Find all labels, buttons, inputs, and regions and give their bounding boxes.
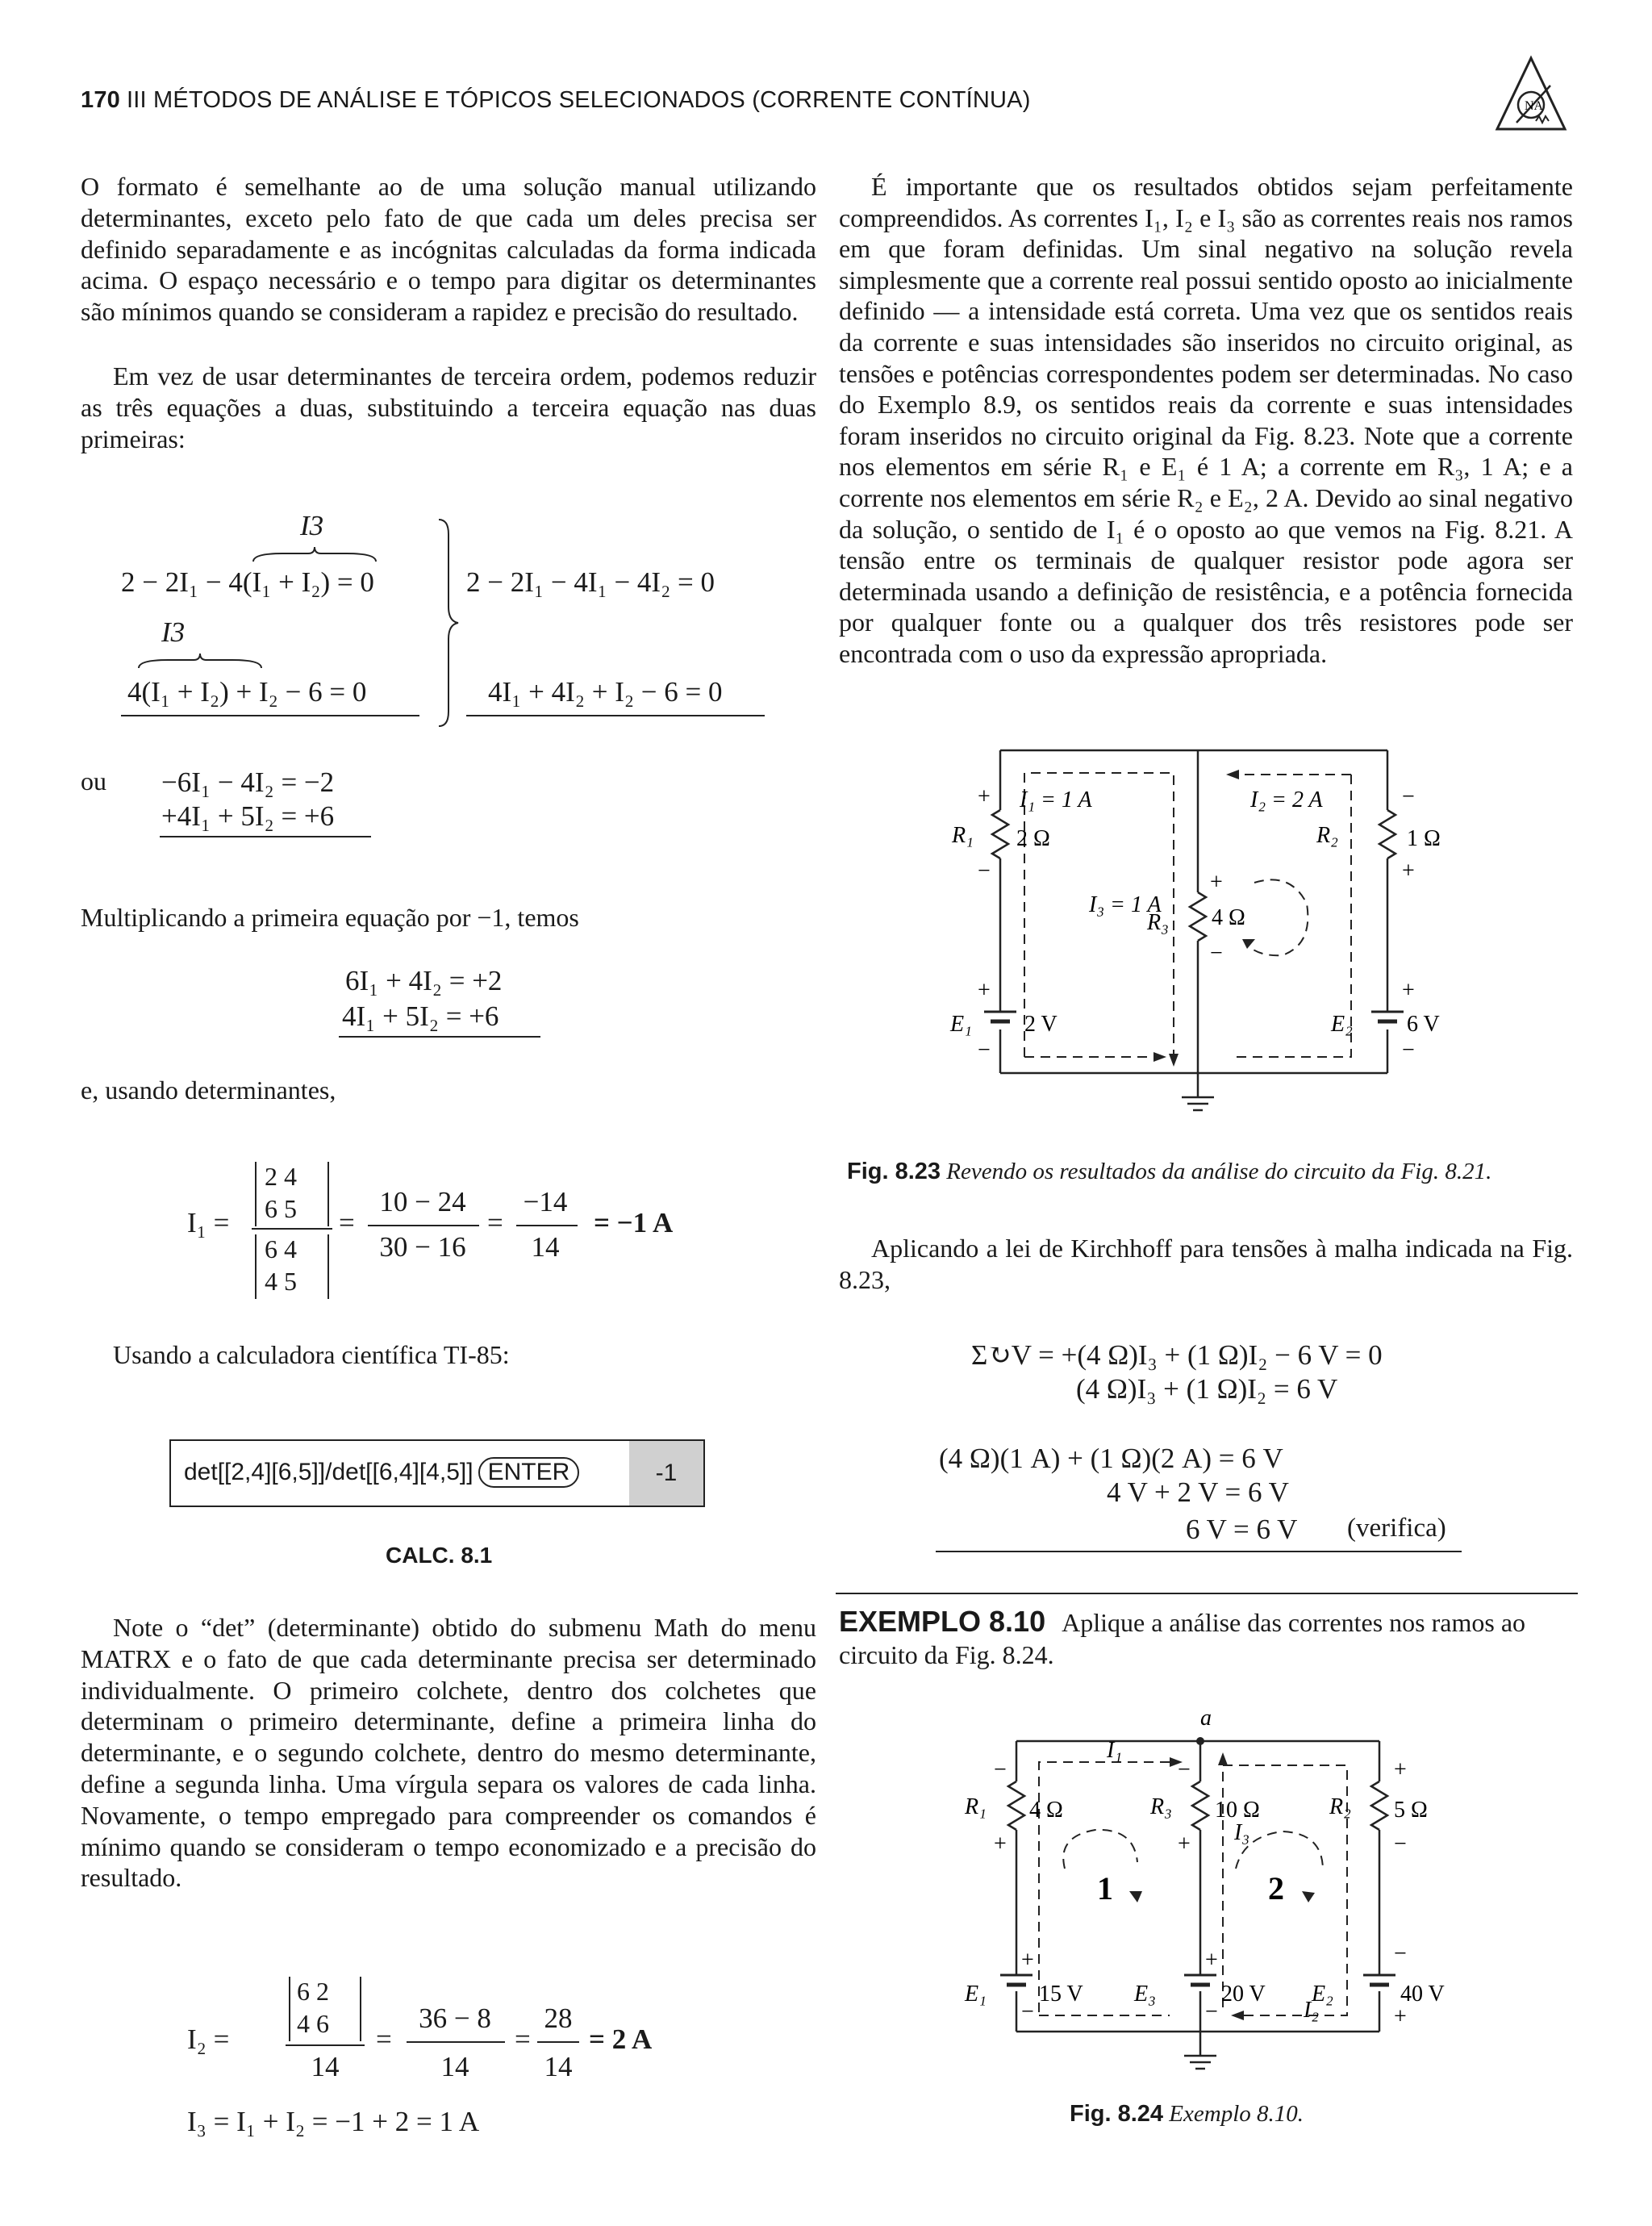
- i3-equation: I₃ = I₁ + I₂ = −1 + 2 = 1 A: [187, 2106, 480, 2137]
- mult-text: Multiplicando a primeira equação por −1, temos: [81, 903, 579, 932]
- svg-text:−: −: [1205, 1999, 1218, 2024]
- svg-text:+: +: [1394, 2004, 1407, 2029]
- svg-text:+: +: [994, 1831, 1007, 1856]
- fig823-caption: [847, 1159, 1491, 1185]
- brace-label-i3-top: I3: [300, 510, 324, 541]
- left-paragraph-2: Em vez de usar determinantes de terceira ordem, podemos reduzir as três equações a duas, substituindo a terceira equação nas duas primeiras:: [81, 361, 816, 453]
- i1-result: = −1 A: [594, 1207, 674, 1238]
- fig824-e1-label: E₁: [965, 1982, 987, 2007]
- na-logo-icon: [1492, 52, 1570, 140]
- fig823-caption-number: Fig. 8.23: [847, 1159, 941, 1184]
- fig824-r3-value: 10 Ω: [1215, 1798, 1260, 1823]
- fig823-r3-value: 4 Ω: [1212, 905, 1245, 930]
- right-brace: [436, 518, 460, 728]
- i2-num-row2: 4 6: [297, 2009, 329, 2038]
- svg-text:−: −: [1178, 1757, 1191, 1782]
- fig824-e1-value: 15 V: [1039, 1982, 1083, 2007]
- fig824-loop-1: 1: [1097, 1870, 1113, 1907]
- kvl-eq3: (4 Ω)(1 A) + (1 Ω)(2 A) = 6 V: [939, 1443, 1283, 1474]
- svg-text:−: −: [1402, 784, 1415, 809]
- fig824-r2-label: R₂: [1329, 1794, 1351, 1819]
- svg-text:+: +: [1021, 1948, 1034, 1973]
- det-intro: e, usando determinantes,: [81, 1075, 336, 1105]
- svg-text:+: +: [1210, 870, 1223, 895]
- enter-key: ENTER: [478, 1457, 580, 1488]
- running-header: [81, 87, 1031, 114]
- fig823-e1-label: E₁: [950, 1012, 972, 1037]
- fig823-r3-label: R₃: [1147, 910, 1169, 935]
- fig824-loop-2: 2: [1268, 1870, 1284, 1907]
- fig823-r1-value: 2 Ω: [1016, 826, 1050, 851]
- fig824-i1-label: I₁: [1107, 1738, 1123, 1763]
- fig824-caption-number: Fig. 8.24: [1070, 2101, 1164, 2127]
- svg-text:−: −: [1021, 1999, 1034, 2024]
- svg-text:−: −: [978, 1038, 991, 1063]
- calc-intro: Usando a calculadora científica TI-85:: [113, 1340, 510, 1369]
- system-eq1-right: 2 − 2I₁ − 4I₁ − 4I₂ = 0: [466, 566, 715, 598]
- calc-label: CALC. 8.1: [386, 1543, 493, 1568]
- page-number: 170: [81, 87, 120, 113]
- brace-label-i3-bottom: I3: [161, 616, 186, 648]
- i1-label: I₁ =: [187, 1207, 230, 1238]
- right-paragraph-1: É importante que os resultados obtidos sejam perfeitamente compreendidos. As correntes I₁, I₂ e I₃ são as correntes reais nos ramos em que foram definidas. Um sinal negativo na solução revela simplesmente que a corrente real possui sentido oposto ao inicialmente definido — a intensidade está correta. Uma vez que os sentidos reais da corrente e suas intensidades são inseridos no circuito original, as tensões e potências correspondentes podem ser determinadas. No caso do Exemplo 8.9, os sentidos reais da corrente e suas intensidades foram inseridos no circuito original da Fig. 8.23. Note que a corrente nos elementos em série R₁ e E₁ é 1 A; a corrente em R₃, 1 A; e a corrente nos elementos em série R₂ e E₂, 2 A. Devido ao sinal negativo da solução, o sentido de I₁ é o oposto ao que vemos na Fig. 8.21. A tensão entre os terminais de qualquer resistor pode agora ser determinada usando a definição de resistência, e a potência fornecida por qualquer fonte ou a qualquer dos três resistores pode ser encontrada com o uso da expressão apropriada.: [839, 172, 1573, 668]
- svg-text:+: +: [1394, 1757, 1407, 1782]
- figure-8-23-circuit: [936, 742, 1468, 1121]
- fig824-e2-label: E₂: [1312, 1982, 1333, 2007]
- fig823-i1-label: I₁ = 1 A: [1020, 787, 1092, 812]
- fig823-i2-label: I₂ = 2 A: [1250, 787, 1323, 812]
- svg-text:+: +: [1178, 1831, 1191, 1856]
- i2-label: I₂ =: [187, 2023, 230, 2055]
- svg-text:+: +: [1402, 978, 1415, 1003]
- overbrace-top: [250, 545, 379, 563]
- fig823-i3-label: I₃ = 1 A: [1089, 892, 1162, 917]
- kvl-eq2: (4 Ω)I₃ + (1 Ω)I₂ = 6 V: [1076, 1373, 1338, 1405]
- left-paragraph-1: O formato é semelhante ao de uma solução manual utilizando determinantes, exceto pelo fato de que cada um deles precisa ser definido separadamente e as incógnitas calculadas da forma indicada acima. O espaço necessário e o tempo para digitar os determinantes são mínimos quando se consideram a rapidez e precisão do resultado.: [81, 172, 816, 327]
- i2-result: = 2 A: [589, 2023, 653, 2055]
- left-paragraph-3: Note o “det” (determinante) obtido do submenu Math do menu MATRX e o fato de que cada determinante precisa ser determinado individualmente. O primeiro colchete, dentro dos colchetes que determinam o primeiro determinante, define a primeira linha do determinante, e o segundo colchete, dentro do mesmo determinante, define a segunda linha. Uma vírgula separa os valores de cada linha. Novamente, o tempo empregado para compreender os comandos é mínimo quando se consideram o tempo economizado e a precisão do resultado.: [81, 1613, 816, 1893]
- i2-frac2-den: 14: [440, 2051, 469, 2082]
- overbrace-bottom: [136, 652, 265, 670]
- fig824-r3-label: R₃: [1150, 1794, 1172, 1819]
- fig824-e3-value: 20 V: [1221, 1982, 1266, 2007]
- i2-frac3-den: 14: [544, 2051, 573, 2082]
- fig823-r2-value: 1 Ω: [1407, 826, 1441, 851]
- fig823-r2-label: R₂: [1316, 823, 1338, 848]
- system-eq1-left: 2 − 2I₁ − 4(I₁ + I₂) = 0: [121, 566, 374, 598]
- svg-text:−: −: [1394, 1831, 1407, 1856]
- i1-frac3-num: −14: [523, 1186, 568, 1217]
- calc-command: det[[2,4][6,5]]/det[[6,4][4,5]]: [184, 1459, 473, 1485]
- calc-result: -1: [629, 1441, 703, 1506]
- fig823-caption-text: Revendo os resultados da análise do circuito da Fig. 8.21.: [946, 1159, 1492, 1184]
- mult-eq1: 6I₁ + 4I₂ = +2: [345, 965, 503, 996]
- svg-text:+: +: [1205, 1948, 1218, 1973]
- fig824-node-a: a: [1200, 1706, 1212, 1731]
- system-eq2-left: 4(I₁ + I₂) + I₂ − 6 = 0: [127, 676, 367, 708]
- fig824-r1-label: R₁: [965, 1794, 987, 1819]
- fig823-e1-value: 2 V: [1024, 1012, 1058, 1037]
- i1-frac2-den: 30 − 16: [379, 1231, 466, 1263]
- figure-8-24-circuit: [944, 1701, 1476, 2096]
- ou-label: ou: [81, 766, 106, 796]
- logo-letters: NA: [1525, 99, 1544, 113]
- fig823-r1-label: R₁: [952, 823, 974, 848]
- example-text: Aplique a análise das correntes nos ramos ao circuito da Fig. 8.24.: [839, 1608, 1526, 1669]
- fig823-e2-label: E₂: [1331, 1012, 1353, 1037]
- fig824-r2-value: 5 Ω: [1394, 1798, 1428, 1823]
- i1-den-row1: 6 4: [265, 1234, 297, 1263]
- system-eq2-right: 4I₁ + 4I₂ + I₂ − 6 = 0: [488, 676, 723, 708]
- fig824-caption-text: Exemplo 8.10.: [1169, 2101, 1304, 2127]
- i1-frac3-den: 14: [531, 1231, 560, 1263]
- i1-den-row2: 4 5: [265, 1267, 297, 1296]
- i1-num-row1: 2 4: [265, 1162, 297, 1191]
- kvl-eq1: Σ↻V = +(4 Ω)I₃ + (1 Ω)I₂ − 6 V = 0: [971, 1339, 1383, 1371]
- i2-frac2-num: 36 − 8: [419, 2003, 491, 2034]
- fig824-i3-label: I₃: [1234, 1820, 1250, 1845]
- svg-text:−: −: [978, 858, 991, 883]
- mult-eq2: 4I₁ + 5I₂ = +6: [342, 1000, 499, 1032]
- example-8-10-heading: [839, 1606, 1575, 1671]
- fig823-e2-value: 6 V: [1407, 1012, 1440, 1037]
- i2-den: 14: [311, 2051, 340, 2082]
- fig824-r1-value: 4 Ω: [1029, 1798, 1063, 1823]
- svg-text:−: −: [1394, 1941, 1407, 1966]
- svg-text:+: +: [978, 784, 991, 809]
- i1-frac2-num: 10 − 24: [379, 1186, 466, 1217]
- i2-num-row1: 6 2: [297, 1977, 329, 2006]
- fig824-e3-label: E₃: [1134, 1982, 1156, 2007]
- ou-eq1: −6I₁ − 4I₂ = −2: [161, 766, 335, 798]
- svg-text:+: +: [978, 978, 991, 1003]
- example-title: EXEMPLO 8.10: [839, 1605, 1046, 1638]
- kvl-intro: Aplicando a lei de Kirchhoff para tensões à malha indicada na Fig. 8.23,: [839, 1234, 1573, 1294]
- i2-frac3-num: 28: [544, 2003, 573, 2034]
- kvl-eq4: 4 V + 2 V = 6 V: [1107, 1476, 1289, 1508]
- kvl-eq5: 6 V = 6 V: [1186, 1514, 1298, 1545]
- fig824-e2-value: 40 V: [1400, 1982, 1445, 2007]
- svg-text:−: −: [1210, 941, 1223, 966]
- svg-text:−: −: [994, 1757, 1007, 1782]
- fig824-i2-label: I₂: [1304, 1998, 1320, 2023]
- calculator-display: [169, 1439, 705, 1507]
- svg-text:−: −: [1402, 1038, 1415, 1063]
- i1-num-row2: 6 5: [265, 1194, 297, 1223]
- svg-text:+: +: [1402, 858, 1415, 883]
- ou-eq2: +4I₁ + 5I₂ = +6: [161, 800, 335, 832]
- running-title: III MÉTODOS DE ANÁLISE E TÓPICOS SELECIONADOS (CORRENTE CONTÍNUA): [127, 87, 1031, 113]
- fig824-caption: [1070, 2101, 1304, 2128]
- kvl-check: (verifica): [1347, 1514, 1446, 1543]
